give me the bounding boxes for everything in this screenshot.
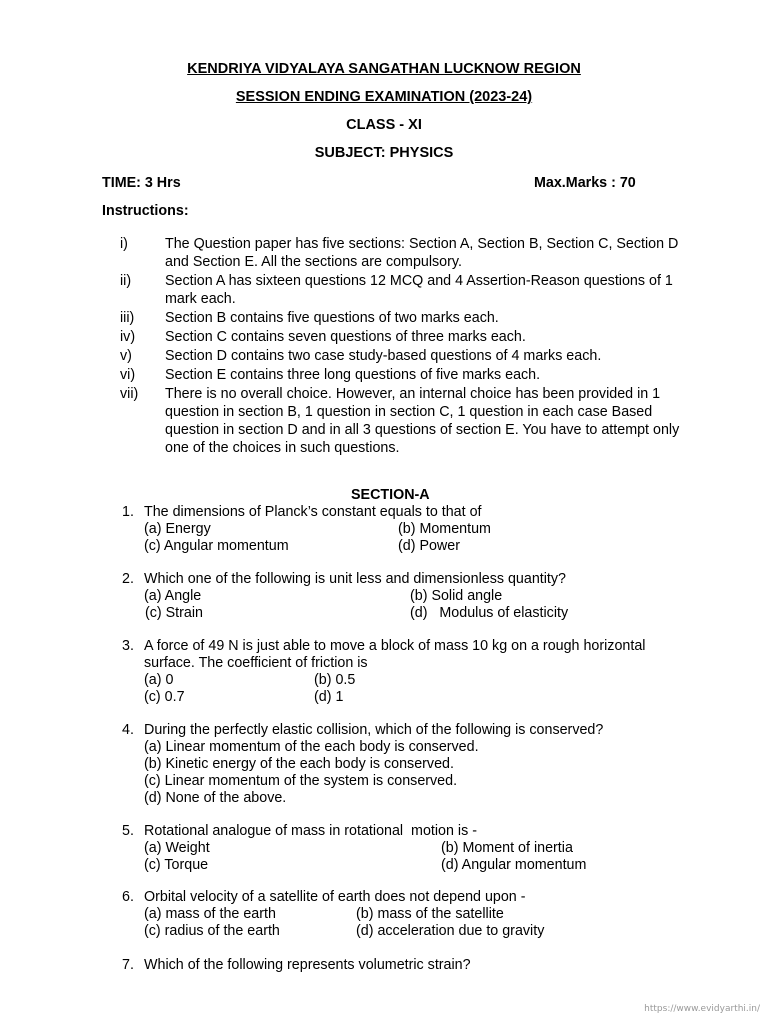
option-c: (c) Linear momentum of the system is conserved. xyxy=(144,773,458,789)
option-row xyxy=(122,857,702,874)
option-row xyxy=(122,689,702,706)
instruction-item: iii) Section B contains five questions of two marks each. xyxy=(120,310,499,326)
option-a: (a) 0 xyxy=(144,672,174,688)
instruction-item: i) The Question paper has five sections: Section A, Section B, Section C, Section D and Section E. All the sections are compulsory. xyxy=(120,236,679,270)
question-6 xyxy=(122,889,702,940)
option-d: (d) acceleration due to gravity xyxy=(356,923,545,939)
option-row xyxy=(122,906,702,923)
option-c: (c) Torque xyxy=(144,857,209,873)
time-label: TIME: 3 Hrs xyxy=(102,175,181,191)
option-row xyxy=(122,521,702,538)
option-row xyxy=(122,605,702,622)
option-b: (b) Solid angle xyxy=(410,588,503,604)
section-title: SECTION-A xyxy=(351,487,430,503)
option-a: (a) mass of the earth xyxy=(144,906,276,922)
question-1 xyxy=(122,504,702,555)
question-stem: 1. The dimensions of Planck’s constant equals to that of xyxy=(122,504,482,520)
organization-title: KENDRIYA VIDYALAYA SANGATHAN LUCKNOW REGION xyxy=(187,61,581,77)
option-d: (d) None of the above. xyxy=(144,790,287,806)
exam-title: SESSION ENDING EXAMINATION (2023-24) xyxy=(235,89,533,105)
option-c: (c) radius of the earth xyxy=(144,923,280,939)
option-row xyxy=(122,588,702,605)
question-stem: 7. Which of the following represents volumetric strain? xyxy=(122,957,471,973)
option-row xyxy=(122,840,702,857)
question-stem: 3. A force of 49 N is just able to move a block of mass 10 kg on a rough horizontal surface. The coefficient of friction is xyxy=(122,638,646,671)
instruction-item: iv) Section C contains seven questions of three marks each. xyxy=(120,329,526,345)
instruction-item: vi) Section E contains three long questions of five marks each. xyxy=(120,367,541,383)
class-label: CLASS - XI xyxy=(346,117,422,133)
question-5 xyxy=(122,823,702,874)
instructions-list xyxy=(120,235,690,458)
option-b: (b) Momentum xyxy=(398,521,491,537)
question-2 xyxy=(122,571,702,622)
question-7 xyxy=(122,957,702,974)
option-row xyxy=(122,672,702,689)
option-d: (d) Modulus of elasticity xyxy=(410,605,569,621)
option-c: (c) 0.7 xyxy=(144,689,185,705)
watermark-url: https://www.evidyarthi.in/ xyxy=(644,1004,760,1014)
option-a: (a) Energy xyxy=(144,521,211,537)
option-row xyxy=(122,923,702,940)
option-a: (a) Angle xyxy=(144,588,202,604)
option-d: (d) 1 xyxy=(314,689,344,705)
option-b: (b) Kinetic energy of the each body is conserved. xyxy=(144,756,454,772)
question-stem: 4. During the perfectly elastic collision, which of the following is conserved? xyxy=(122,722,604,738)
option-b: (b) Moment of inertia xyxy=(441,840,573,856)
option-a: (a) Weight xyxy=(144,840,210,856)
option-row xyxy=(122,538,702,555)
instruction-item: v) Section D contains two case study-based questions of 4 marks each. xyxy=(120,348,602,364)
option-b: (b) mass of the satellite xyxy=(356,906,504,922)
question-stem: 6. Orbital velocity of a satellite of earth does not depend upon - xyxy=(122,889,526,905)
max-marks-label: Max.Marks : 70 xyxy=(534,175,636,191)
option-a: (a) Linear momentum of the each body is conserved. xyxy=(144,739,479,755)
option-c: (c) Angular momentum xyxy=(144,538,289,554)
question-stem: 2. Which one of the following is unit less and dimensionless quantity? xyxy=(122,571,566,587)
question-4 xyxy=(122,722,702,807)
option-d: (d) Angular momentum xyxy=(441,857,587,873)
option-d: (d) Power xyxy=(398,538,460,554)
subject-label: SUBJECT: PHYSICS xyxy=(314,145,454,161)
instruction-item: ii) Section A has sixteen questions 12 MCQ and 4 Assertion-Reason questions of 1 mark each. xyxy=(120,273,673,307)
instructions-heading: Instructions: xyxy=(102,203,189,219)
option-c: (c) Strain xyxy=(145,605,203,621)
instruction-item: vii) There is no overall choice. However, an internal choice has been provided in 1 question in section B, 1 question in section C, 1 question in each case Based question in section D and in all 3 questions of section E. You have to attempt only one of the choices in such questions. xyxy=(120,386,680,456)
question-3 xyxy=(122,638,702,706)
option-b: (b) 0.5 xyxy=(314,672,356,688)
question-stem: 5. Rotational analogue of mass in rotational motion is - xyxy=(122,823,477,839)
